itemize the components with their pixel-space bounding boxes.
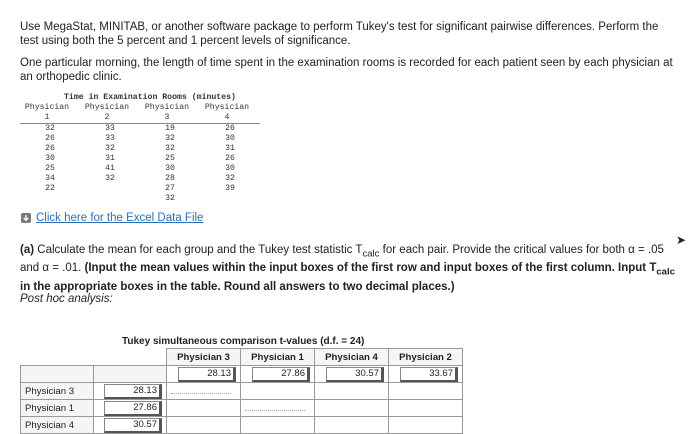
- table-row: [20, 134, 260, 144]
- data-cell: 26: [45, 144, 55, 153]
- data-cell: 22: [45, 184, 55, 193]
- data-cell: 32: [225, 174, 235, 183]
- data-cell: 33: [105, 134, 115, 143]
- tcalc-cell: [389, 383, 463, 400]
- data-cell: 32: [105, 174, 115, 183]
- data-cell: [200, 194, 260, 204]
- blank-cell: [21, 366, 94, 383]
- data-cell: 25: [165, 154, 175, 163]
- intro-text: Use MegaStat, MINITAB, or another software package to perform Tukey's test for significant pairwise differences. Perform the test using both the 5 percent and 1 percent levels of significance.: [20, 21, 659, 47]
- data-cell: 32: [165, 144, 175, 153]
- data-cell: 31: [105, 154, 115, 163]
- tcalc-cell: [241, 400, 315, 417]
- question-instructions-2: in the appropriate boxes in the table. Round all answers to two decimal places.): [20, 280, 455, 293]
- col-header: Physician 2: [389, 349, 463, 366]
- col-mean-input[interactable]: 30.57: [326, 367, 384, 382]
- col-mean-input[interactable]: 33.67: [400, 367, 458, 382]
- excel-data-file-link[interactable]: Click here for the Excel Data File: [36, 212, 204, 224]
- data-cell: 26: [225, 124, 235, 133]
- table-row: [20, 124, 260, 135]
- tcalc-cell: [241, 383, 315, 400]
- data-cell: 39: [225, 184, 235, 193]
- table-row: [20, 184, 260, 194]
- table-row: [20, 164, 260, 174]
- tcalc-cell: [315, 417, 389, 434]
- data-cell: 33: [105, 124, 115, 133]
- row-mean-input[interactable]: 27.86: [104, 401, 162, 416]
- question-sub: calc: [362, 248, 380, 260]
- data-table-header: Physician 1: [20, 103, 80, 124]
- data-cell: 19: [165, 124, 175, 133]
- table-row: [20, 174, 260, 184]
- row-mean-input[interactable]: 30.57: [104, 418, 162, 433]
- tcalc-cell: [315, 383, 389, 400]
- data-cell: 28: [165, 174, 175, 183]
- table-row: [20, 154, 260, 164]
- table-row: [20, 194, 260, 204]
- data-cell: [80, 184, 140, 194]
- data-cell: 30: [165, 164, 175, 173]
- data-cell: 32: [45, 124, 55, 133]
- question-part: (a): [20, 244, 35, 256]
- data-cell: 26: [45, 134, 55, 143]
- data-cell: [80, 194, 140, 204]
- file-download-icon: [20, 212, 32, 224]
- row-label: Physician 1: [21, 400, 94, 417]
- data-cell: 41: [105, 164, 115, 173]
- mouse-cursor-icon: ➤: [676, 233, 687, 247]
- row-label: Physician 4: [21, 417, 94, 434]
- data-cell: [20, 194, 80, 204]
- tcalc-cell: [167, 417, 241, 434]
- col-header: Physician 1: [241, 349, 315, 366]
- blank-cell: [94, 366, 167, 383]
- data-cell: 30: [225, 134, 235, 143]
- description-text: One particular morning, the length of time spent in the examination rooms is recorded for each patient seen by each physician at an orthopedic clinic.: [20, 57, 673, 83]
- row-label: Physician 3: [21, 383, 94, 400]
- blank-cell: [94, 349, 167, 366]
- data-table-header: Physician 2: [80, 103, 140, 124]
- question-text: [20, 243, 685, 294]
- tcalc-cell: [241, 417, 315, 434]
- col-header: Physician 3: [167, 349, 241, 366]
- tcalc-cell: [167, 400, 241, 417]
- table-row: [20, 144, 260, 154]
- data-cell: 25: [45, 164, 55, 173]
- data-cell: 31: [225, 144, 235, 153]
- data-cell: 32: [165, 194, 175, 203]
- tukey-comparison-table: [20, 348, 463, 434]
- tcalc-cell: [389, 400, 463, 417]
- tcalc-cell: [315, 400, 389, 417]
- data-cell: 32: [165, 134, 175, 143]
- question-body: Calculate the mean for each group and the Tukey test statistic T: [37, 244, 363, 256]
- question-body-2: for each pair. Provide the critical values for both α = .05 and α = .01.: [20, 244, 664, 275]
- tcalc-cell: [167, 383, 241, 400]
- data-cell: 30: [45, 154, 55, 163]
- blank-cell: [21, 349, 94, 366]
- data-table-header: Physician 3: [140, 103, 200, 124]
- data-cell: 27: [165, 184, 175, 193]
- excel-file-link-row[interactable]: [20, 212, 203, 224]
- tukey-table-title: Tukey simultaneous comparison t-values (d.f. = 24): [122, 336, 365, 347]
- data-table-title: Time in Examination Rooms (minutes): [64, 93, 236, 102]
- data-cell: 26: [225, 154, 235, 163]
- posthoc-label: Post hoc analysis:: [20, 293, 113, 305]
- question-instructions: (Input the mean values within the input boxes of the first row and input boxes of the first column. Input T: [84, 262, 657, 275]
- exam-time-data-table: [20, 93, 260, 204]
- data-cell: 32: [105, 144, 115, 153]
- question-instructions-sub: calc: [656, 266, 676, 278]
- data-cell: 34: [45, 174, 55, 183]
- tcalc-cell: [389, 417, 463, 434]
- col-header: Physician 4: [315, 349, 389, 366]
- col-mean-input[interactable]: 27.86: [252, 367, 310, 382]
- col-mean-input[interactable]: 28.13: [178, 367, 236, 382]
- data-table-header: Physician 4: [200, 103, 260, 124]
- data-cell: 30: [225, 164, 235, 173]
- row-mean-input[interactable]: 28.13: [104, 384, 162, 399]
